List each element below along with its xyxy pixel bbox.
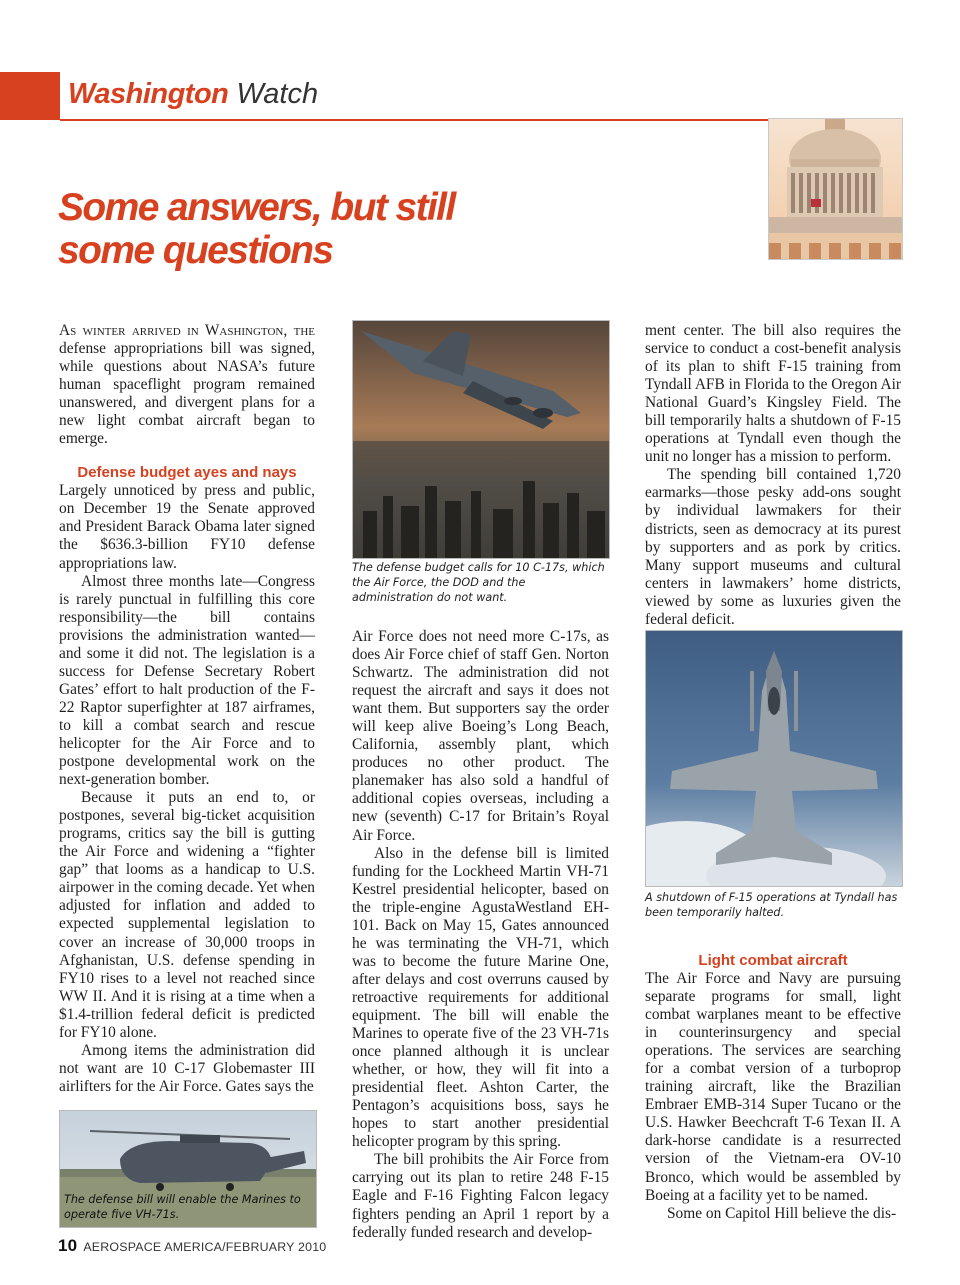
headline-line-1: Some answers, but still xyxy=(58,186,455,229)
caption-f15: A shutdown of F-15 operations at Tyndall has been temporarily halted. xyxy=(645,891,898,919)
paragraph: Among items the administration did not want are 10 C-17 Globemaster III airlifters for the Air Force. Gates says the xyxy=(59,1041,315,1095)
c17-aircraft-icon xyxy=(353,321,609,558)
headline-line-2: some questions xyxy=(58,229,333,272)
f15-fighter-icon xyxy=(646,631,902,886)
publication-line: AEROSPACE AMERICA/FEBRUARY 2010 xyxy=(83,1240,327,1254)
lead-small-caps: As winter arrived in Washington, the xyxy=(59,322,315,339)
paragraph: ment center. The bill also requires the service to conduct a cost-benefit analysis of its plan to shift F-15 training from Tyndall AFB in Florida to the Oregon Air National Guard’s Kingsley Field. The bill temporarily halts a shutdown of F-15 operations at Tyndall even though the unit no longer has a mission to perform. xyxy=(645,322,901,466)
lead-paragraph xyxy=(59,322,315,448)
paragraph: The bill prohibits the Air Force from carrying out its plan to retire 248 F-15 Eagle and F-16 Fighting Falcon legacy fighters pending an April 1 report by a federally funded research and develop- xyxy=(352,1151,609,1241)
page-footer xyxy=(58,1236,326,1256)
section-title xyxy=(68,74,318,114)
paragraph: Air Force does not need more C-17s, as does Air Force chief of staff Gen. Norton Schwartz. The administration did not request the aircraft and says it does not want them. But supporters say the order will keep alive Boeing’s Long Beach, California, assembly plant, which produces no other product. The planemaker has also sold a handful of additional copies overseas, including a new (seventh) C-17 for Britain’s Royal Air Force. xyxy=(352,628,609,844)
capitol-dome-image xyxy=(768,118,903,260)
paragraph: Also in the defense bill is limited funding for the Lockheed Martin VH-71 Kestrel presidential helicopter, based on the triple-engine AgustaWestland EH-101. Back on May 15, Gates announced he was terminating the VH-71, which was to become the future Marine One, after delays and cost overruns caused by retroactive requirements for additional equipment. The bill will enable the Marines to operate five of the 23 VH-71s once planned although it is unclear whether, or how, they will fit into a presidential fleet. Ashton Carter, the Pentagon’s acquisitions boss, says he hopes to start another presidential helicopter program by this spring. xyxy=(352,844,609,1151)
paragraph: The Air Force and Navy are pursuing separate programs for small, light combat warplanes meant to be effective in counterinsurgency and special operations. The services are searching for a combat version of a turboprop training aircraft, like the Brazilian Embraer EMB-314 Super Tucano or the U.S. Hawker Beechcraft T-6 Texan II. A dark-horse candidate is a resurrected version of the Vietnam-era OV-10 Bronco, which would be assembled by Boeing at a facility yet to be named. xyxy=(645,970,901,1204)
subhead-defense-budget: Defense budget ayes and nays xyxy=(77,464,297,482)
header-accent-bar xyxy=(0,72,60,120)
paragraph: Largely unnoticed by press and public, on December 19 the Senate approved and President Barack Obama later signed the $636.3-billion FY10 defense appropriations law. xyxy=(59,482,315,572)
caption-c17: The defense budget calls for 10 C-17s, which the Air Force, the DOD and the administration do not want. xyxy=(352,561,605,604)
f15-photo xyxy=(645,630,903,887)
column-2 xyxy=(352,628,609,1242)
column-3-bottom xyxy=(645,952,901,1223)
paragraph: Some on Capitol Hill believe the dis- xyxy=(667,1204,897,1222)
page-number: 10 xyxy=(58,1236,78,1255)
column-1 xyxy=(59,322,315,1096)
subhead-light-combat: Light combat aircraft xyxy=(698,952,848,969)
paragraph: The spending bill contained 1,720 earmarks—those pesky add-ons sought by individual lawmakers for their districts, seen as democracy at its purest by supporters and as pork by critics. Many support museums and cultural centers in lawmakers’ home districts, viewed by some as luxuries given the federal deficit. xyxy=(645,466,901,628)
article-headline xyxy=(58,186,498,272)
caption-vh71: The defense bill will enable the Marines to operate five VH-71s. xyxy=(64,1193,301,1221)
capitol-dome-icon xyxy=(769,119,902,259)
section-title-light: Watch xyxy=(236,78,319,110)
lead-text: defense appropriations bill was signed, while questions about NASA’s future human spaceflight program remained unanswered, and divergent plans for a new light combat aircraft began to emerge. xyxy=(59,340,315,448)
c17-photo xyxy=(352,320,610,559)
section-title-bold: Washington xyxy=(68,78,229,110)
paragraph: Because it puts an end to, or postpones, several big-ticket acquisition programs, critics say the bill is gutting the Air Force and widening a “fighter gap” that looms as a handicap to U.S. airpower in the coming decade. Yet when adjusted for inflation and added to expected supplemental legislation to cover an increase of 30,000 troops in Afghanistan, U.S. defense spending in FY10 rises to a level not reached since WW II. And it is rising at a time when a $1.4-trillion federal deficit is predicted for FY10 alone. xyxy=(59,789,315,1041)
column-3-top xyxy=(645,322,901,629)
header-rule xyxy=(60,119,780,121)
paragraph: Almost three months late—Congress is rarely punctual in fulfilling this core responsibility—the bill contains provisions the administration wanted—and some it did not. The legislation is a success for Defense Secretary Robert Gates’ effort to halt production of the F-22 Raptor superfighter at 187 airframes, to kill a combat search and rescue helicopter for the Air Force and to postpone developmental work on the next-generation bomber. xyxy=(59,572,315,789)
